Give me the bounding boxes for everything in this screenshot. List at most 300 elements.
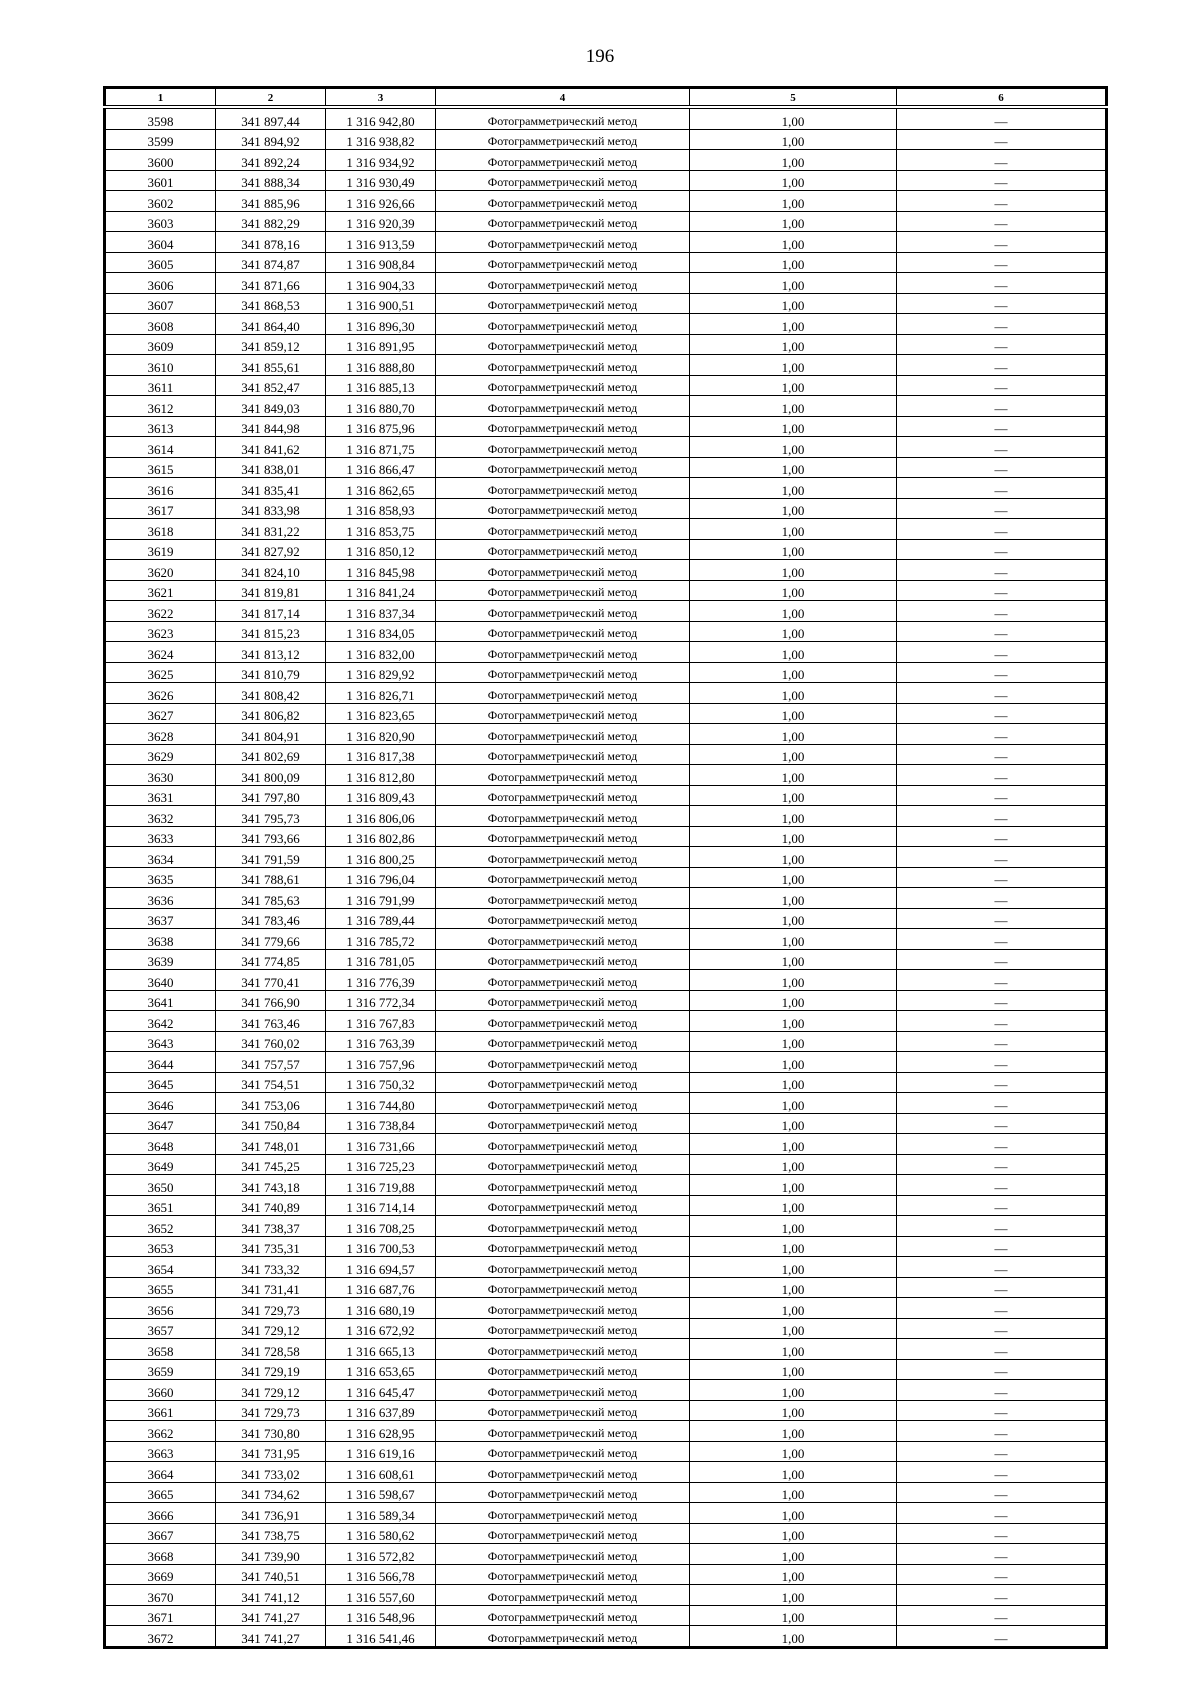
note-cell: — [897, 949, 1107, 970]
point-number-cell: 3669 [105, 1564, 216, 1585]
note-cell: — [897, 806, 1107, 827]
y-coordinate-cell: 1 316 772,34 [326, 990, 436, 1011]
y-coordinate-cell: 1 316 913,59 [326, 232, 436, 253]
method-cell: Фотограмметрический метод [436, 1031, 690, 1052]
y-coordinate-cell: 1 316 687,76 [326, 1277, 436, 1298]
x-coordinate-cell: 341 802,69 [216, 744, 326, 765]
method-cell: Фотограмметрический метод [436, 1134, 690, 1155]
method-cell: Фотограмметрический метод [436, 396, 690, 417]
accuracy-cell: 1,00 [690, 1011, 897, 1032]
point-number-cell: 3652 [105, 1216, 216, 1237]
table-row [105, 1359, 1107, 1380]
method-cell: Фотограмметрический метод [436, 990, 690, 1011]
point-number-cell: 3659 [105, 1359, 216, 1380]
x-coordinate-cell: 341 779,66 [216, 929, 326, 950]
x-coordinate-cell: 341 894,92 [216, 129, 326, 150]
table-row [105, 252, 1107, 273]
point-number-cell: 3611 [105, 375, 216, 396]
accuracy-cell: 1,00 [690, 1585, 897, 1606]
y-coordinate-cell: 1 316 645,47 [326, 1380, 436, 1401]
note-cell: — [897, 1195, 1107, 1216]
x-coordinate-cell: 341 729,73 [216, 1298, 326, 1319]
accuracy-cell: 1,00 [690, 416, 897, 437]
table-row [105, 621, 1107, 642]
table-row [105, 744, 1107, 765]
x-coordinate-cell: 341 743,18 [216, 1175, 326, 1196]
method-cell: Фотограмметрический метод [436, 1072, 690, 1093]
accuracy-cell: 1,00 [690, 1175, 897, 1196]
accuracy-cell: 1,00 [690, 1421, 897, 1442]
note-cell: — [897, 683, 1107, 704]
y-coordinate-cell: 1 316 829,92 [326, 662, 436, 683]
note-cell: — [897, 437, 1107, 458]
accuracy-cell: 1,00 [690, 1277, 897, 1298]
note-cell: — [897, 1318, 1107, 1339]
method-cell: Фотограмметрический метод [436, 1298, 690, 1319]
note-cell: — [897, 478, 1107, 499]
y-coordinate-cell: 1 316 908,84 [326, 252, 436, 273]
point-number-cell: 3618 [105, 519, 216, 540]
x-coordinate-cell: 341 785,63 [216, 888, 326, 909]
y-coordinate-cell: 1 316 763,39 [326, 1031, 436, 1052]
point-number-cell: 3608 [105, 314, 216, 335]
method-cell: Фотограмметрический метод [436, 170, 690, 191]
x-coordinate-cell: 341 838,01 [216, 457, 326, 478]
note-cell: — [897, 1626, 1107, 1648]
method-cell: Фотограмметрический метод [436, 1585, 690, 1606]
table-row [105, 293, 1107, 314]
accuracy-cell: 1,00 [690, 211, 897, 232]
x-coordinate-cell: 341 770,41 [216, 970, 326, 991]
point-number-cell: 3624 [105, 642, 216, 663]
method-cell: Фотограмметрический метод [436, 847, 690, 868]
y-coordinate-cell: 1 316 926,66 [326, 191, 436, 212]
point-number-cell: 3606 [105, 273, 216, 294]
table-row [105, 826, 1107, 847]
table-row [105, 1564, 1107, 1585]
method-cell: Фотограмметрический метод [436, 1195, 690, 1216]
accuracy-cell: 1,00 [690, 170, 897, 191]
note-cell: — [897, 724, 1107, 745]
point-number-cell: 3626 [105, 683, 216, 704]
accuracy-cell: 1,00 [690, 662, 897, 683]
x-coordinate-cell: 341 735,31 [216, 1236, 326, 1257]
note-cell: — [897, 232, 1107, 253]
method-cell: Фотограмметрический метод [436, 416, 690, 437]
point-number-cell: 3638 [105, 929, 216, 950]
point-number-cell: 3648 [105, 1134, 216, 1155]
table-row [105, 1195, 1107, 1216]
table-row [105, 683, 1107, 704]
y-coordinate-cell: 1 316 866,47 [326, 457, 436, 478]
method-cell: Фотограмметрический метод [436, 703, 690, 724]
y-coordinate-cell: 1 316 858,93 [326, 498, 436, 519]
table-row [105, 929, 1107, 950]
note-cell: — [897, 150, 1107, 171]
accuracy-cell: 1,00 [690, 1052, 897, 1073]
x-coordinate-cell: 341 763,46 [216, 1011, 326, 1032]
table-row [105, 355, 1107, 376]
table-row [105, 1072, 1107, 1093]
table-row [105, 1257, 1107, 1278]
x-coordinate-cell: 341 729,12 [216, 1380, 326, 1401]
y-coordinate-cell: 1 316 850,12 [326, 539, 436, 560]
table-row [105, 191, 1107, 212]
y-coordinate-cell: 1 316 812,80 [326, 765, 436, 786]
accuracy-cell: 1,00 [690, 683, 897, 704]
point-number-cell: 3629 [105, 744, 216, 765]
y-coordinate-cell: 1 316 653,65 [326, 1359, 436, 1380]
accuracy-cell: 1,00 [690, 990, 897, 1011]
accuracy-cell: 1,00 [690, 1318, 897, 1339]
x-coordinate-cell: 341 819,81 [216, 580, 326, 601]
table-row [105, 888, 1107, 909]
note-cell: — [897, 1585, 1107, 1606]
method-cell: Фотограмметрический метод [436, 293, 690, 314]
point-number-cell: 3644 [105, 1052, 216, 1073]
method-cell: Фотограмметрический метод [436, 273, 690, 294]
y-coordinate-cell: 1 316 672,92 [326, 1318, 436, 1339]
table-row [105, 457, 1107, 478]
method-cell: Фотограмметрический метод [436, 232, 690, 253]
method-cell: Фотограмметрический метод [436, 1277, 690, 1298]
note-cell: — [897, 396, 1107, 417]
y-coordinate-cell: 1 316 802,86 [326, 826, 436, 847]
method-cell: Фотограмметрический метод [436, 970, 690, 991]
accuracy-cell: 1,00 [690, 560, 897, 581]
x-coordinate-cell: 341 760,02 [216, 1031, 326, 1052]
method-cell: Фотограмметрический метод [436, 539, 690, 560]
method-cell: Фотограмметрический метод [436, 519, 690, 540]
table-row [105, 1585, 1107, 1606]
point-number-cell: 3649 [105, 1154, 216, 1175]
note-cell: — [897, 1482, 1107, 1503]
y-coordinate-cell: 1 316 837,34 [326, 601, 436, 622]
x-coordinate-cell: 341 864,40 [216, 314, 326, 335]
note-cell: — [897, 621, 1107, 642]
table-row [105, 847, 1107, 868]
accuracy-cell: 1,00 [690, 826, 897, 847]
note-cell: — [897, 560, 1107, 581]
table-row [105, 990, 1107, 1011]
x-coordinate-cell: 341 733,02 [216, 1462, 326, 1483]
table-row [105, 1154, 1107, 1175]
x-coordinate-cell: 341 733,32 [216, 1257, 326, 1278]
y-coordinate-cell: 1 316 880,70 [326, 396, 436, 417]
method-cell: Фотограмметрический метод [436, 785, 690, 806]
method-cell: Фотограмметрический метод [436, 1564, 690, 1585]
x-coordinate-cell: 341 813,12 [216, 642, 326, 663]
point-number-cell: 3605 [105, 252, 216, 273]
method-cell: Фотограмметрический метод [436, 1113, 690, 1134]
note-cell: — [897, 1400, 1107, 1421]
note-cell: — [897, 334, 1107, 355]
note-cell: — [897, 580, 1107, 601]
note-cell: — [897, 1154, 1107, 1175]
table-row [105, 416, 1107, 437]
y-coordinate-cell: 1 316 789,44 [326, 908, 436, 929]
y-coordinate-cell: 1 316 744,80 [326, 1093, 436, 1114]
accuracy-cell: 1,00 [690, 1257, 897, 1278]
note-cell: — [897, 601, 1107, 622]
accuracy-cell: 1,00 [690, 1154, 897, 1175]
note-cell: — [897, 1380, 1107, 1401]
x-coordinate-cell: 341 783,46 [216, 908, 326, 929]
x-coordinate-cell: 341 804,91 [216, 724, 326, 745]
method-cell: Фотограмметрический метод [436, 1236, 690, 1257]
point-number-cell: 3657 [105, 1318, 216, 1339]
table-header [105, 88, 1107, 108]
table-row [105, 334, 1107, 355]
note-cell: — [897, 990, 1107, 1011]
point-number-cell: 3613 [105, 416, 216, 437]
y-coordinate-cell: 1 316 891,95 [326, 334, 436, 355]
y-coordinate-cell: 1 316 665,13 [326, 1339, 436, 1360]
table-row [105, 765, 1107, 786]
point-number-cell: 3631 [105, 785, 216, 806]
y-coordinate-cell: 1 316 875,96 [326, 416, 436, 437]
x-coordinate-cell: 341 897,44 [216, 107, 326, 129]
column-header-1: 1 [105, 88, 216, 108]
method-cell: Фотограмметрический метод [436, 826, 690, 847]
method-cell: Фотограмметрический метод [436, 560, 690, 581]
point-number-cell: 3620 [105, 560, 216, 581]
accuracy-cell: 1,00 [690, 1195, 897, 1216]
accuracy-cell: 1,00 [690, 273, 897, 294]
table-row [105, 1052, 1107, 1073]
accuracy-cell: 1,00 [690, 765, 897, 786]
point-number-cell: 3668 [105, 1544, 216, 1565]
y-coordinate-cell: 1 316 885,13 [326, 375, 436, 396]
note-cell: — [897, 1011, 1107, 1032]
x-coordinate-cell: 341 736,91 [216, 1503, 326, 1524]
x-coordinate-cell: 341 868,53 [216, 293, 326, 314]
note-cell: — [897, 129, 1107, 150]
accuracy-cell: 1,00 [690, 703, 897, 724]
note-cell: — [897, 211, 1107, 232]
accuracy-cell: 1,00 [690, 785, 897, 806]
accuracy-cell: 1,00 [690, 375, 897, 396]
method-cell: Фотограмметрический метод [436, 1175, 690, 1196]
method-cell: Фотограмметрический метод [436, 355, 690, 376]
note-cell: — [897, 642, 1107, 663]
accuracy-cell: 1,00 [690, 519, 897, 540]
table-row [105, 1031, 1107, 1052]
y-coordinate-cell: 1 316 791,99 [326, 888, 436, 909]
accuracy-cell: 1,00 [690, 252, 897, 273]
y-coordinate-cell: 1 316 938,82 [326, 129, 436, 150]
method-cell: Фотограмметрический метод [436, 1257, 690, 1278]
point-number-cell: 3660 [105, 1380, 216, 1401]
table-row [105, 1236, 1107, 1257]
x-coordinate-cell: 341 728,58 [216, 1339, 326, 1360]
point-number-cell: 3627 [105, 703, 216, 724]
y-coordinate-cell: 1 316 817,38 [326, 744, 436, 765]
accuracy-cell: 1,00 [690, 1031, 897, 1052]
point-number-cell: 3647 [105, 1113, 216, 1134]
point-number-cell: 3654 [105, 1257, 216, 1278]
point-number-cell: 3656 [105, 1298, 216, 1319]
table-row [105, 1482, 1107, 1503]
y-coordinate-cell: 1 316 731,66 [326, 1134, 436, 1155]
point-number-cell: 3603 [105, 211, 216, 232]
table-row [105, 1380, 1107, 1401]
y-coordinate-cell: 1 316 608,61 [326, 1462, 436, 1483]
table-row [105, 1421, 1107, 1442]
y-coordinate-cell: 1 316 781,05 [326, 949, 436, 970]
table-row [105, 129, 1107, 150]
y-coordinate-cell: 1 316 800,25 [326, 847, 436, 868]
coordinates-table-wrapper [103, 86, 1105, 1649]
y-coordinate-cell: 1 316 619,16 [326, 1441, 436, 1462]
x-coordinate-cell: 341 757,57 [216, 1052, 326, 1073]
point-number-cell: 3663 [105, 1441, 216, 1462]
accuracy-cell: 1,00 [690, 1359, 897, 1380]
y-coordinate-cell: 1 316 841,24 [326, 580, 436, 601]
note-cell: — [897, 1216, 1107, 1237]
point-number-cell: 3625 [105, 662, 216, 683]
point-number-cell: 3641 [105, 990, 216, 1011]
y-coordinate-cell: 1 316 809,43 [326, 785, 436, 806]
point-number-cell: 3598 [105, 107, 216, 129]
y-coordinate-cell: 1 316 557,60 [326, 1585, 436, 1606]
note-cell: — [897, 107, 1107, 129]
method-cell: Фотограмметрический метод [436, 1400, 690, 1421]
y-coordinate-cell: 1 316 680,19 [326, 1298, 436, 1319]
point-number-cell: 3655 [105, 1277, 216, 1298]
method-cell: Фотограмметрический метод [436, 1339, 690, 1360]
accuracy-cell: 1,00 [690, 150, 897, 171]
point-number-cell: 3604 [105, 232, 216, 253]
y-coordinate-cell: 1 316 580,62 [326, 1523, 436, 1544]
x-coordinate-cell: 341 800,09 [216, 765, 326, 786]
note-cell: — [897, 1031, 1107, 1052]
point-number-cell: 3607 [105, 293, 216, 314]
note-cell: — [897, 1605, 1107, 1626]
point-number-cell: 3634 [105, 847, 216, 868]
point-number-cell: 3630 [105, 765, 216, 786]
y-coordinate-cell: 1 316 776,39 [326, 970, 436, 991]
x-coordinate-cell: 341 859,12 [216, 334, 326, 355]
y-coordinate-cell: 1 316 832,00 [326, 642, 436, 663]
note-cell: — [897, 519, 1107, 540]
table-row [105, 396, 1107, 417]
point-number-cell: 3661 [105, 1400, 216, 1421]
y-coordinate-cell: 1 316 637,89 [326, 1400, 436, 1421]
note-cell: — [897, 908, 1107, 929]
y-coordinate-cell: 1 316 930,49 [326, 170, 436, 191]
y-coordinate-cell: 1 316 896,30 [326, 314, 436, 335]
note-cell: — [897, 970, 1107, 991]
accuracy-cell: 1,00 [690, 1113, 897, 1134]
note-cell: — [897, 867, 1107, 888]
accuracy-cell: 1,00 [690, 1626, 897, 1648]
table-row [105, 867, 1107, 888]
table-row [105, 1605, 1107, 1626]
table-row [105, 232, 1107, 253]
accuracy-cell: 1,00 [690, 908, 897, 929]
y-coordinate-cell: 1 316 796,04 [326, 867, 436, 888]
point-number-cell: 3671 [105, 1605, 216, 1626]
accuracy-cell: 1,00 [690, 1482, 897, 1503]
method-cell: Фотограмметрический метод [436, 191, 690, 212]
note-cell: — [897, 1503, 1107, 1524]
note-cell: — [897, 273, 1107, 294]
table-row [105, 273, 1107, 294]
accuracy-cell: 1,00 [690, 642, 897, 663]
y-coordinate-cell: 1 316 862,65 [326, 478, 436, 499]
method-cell: Фотограмметрический метод [436, 150, 690, 171]
table-row [105, 314, 1107, 335]
note-cell: — [897, 1175, 1107, 1196]
table-row [105, 1523, 1107, 1544]
accuracy-cell: 1,00 [690, 457, 897, 478]
accuracy-cell: 1,00 [690, 806, 897, 827]
x-coordinate-cell: 341 741,27 [216, 1626, 326, 1648]
point-number-cell: 3667 [105, 1523, 216, 1544]
note-cell: — [897, 252, 1107, 273]
note-cell: — [897, 1134, 1107, 1155]
y-coordinate-cell: 1 316 826,71 [326, 683, 436, 704]
note-cell: — [897, 1277, 1107, 1298]
method-cell: Фотограмметрический метод [436, 580, 690, 601]
x-coordinate-cell: 341 753,06 [216, 1093, 326, 1114]
note-cell: — [897, 1462, 1107, 1483]
x-coordinate-cell: 341 808,42 [216, 683, 326, 704]
x-coordinate-cell: 341 729,19 [216, 1359, 326, 1380]
point-number-cell: 3653 [105, 1236, 216, 1257]
point-number-cell: 3616 [105, 478, 216, 499]
table-row [105, 1503, 1107, 1524]
table-row [105, 560, 1107, 581]
method-cell: Фотограмметрический метод [436, 765, 690, 786]
x-coordinate-cell: 341 874,87 [216, 252, 326, 273]
note-cell: — [897, 1298, 1107, 1319]
method-cell: Фотограмметрический метод [436, 437, 690, 458]
note-cell: — [897, 1339, 1107, 1360]
note-cell: — [897, 1072, 1107, 1093]
x-coordinate-cell: 341 892,24 [216, 150, 326, 171]
y-coordinate-cell: 1 316 904,33 [326, 273, 436, 294]
x-coordinate-cell: 341 741,27 [216, 1605, 326, 1626]
x-coordinate-cell: 341 815,23 [216, 621, 326, 642]
x-coordinate-cell: 341 797,80 [216, 785, 326, 806]
method-cell: Фотограмметрический метод [436, 908, 690, 929]
point-number-cell: 3646 [105, 1093, 216, 1114]
point-number-cell: 3636 [105, 888, 216, 909]
x-coordinate-cell: 341 827,92 [216, 539, 326, 560]
note-cell: — [897, 1093, 1107, 1114]
method-cell: Фотограмметрический метод [436, 1544, 690, 1565]
y-coordinate-cell: 1 316 719,88 [326, 1175, 436, 1196]
accuracy-cell: 1,00 [690, 621, 897, 642]
method-cell: Фотограмметрический метод [436, 601, 690, 622]
x-coordinate-cell: 341 831,22 [216, 519, 326, 540]
method-cell: Фотограмметрический метод [436, 1523, 690, 1544]
point-number-cell: 3623 [105, 621, 216, 642]
table-row [105, 1093, 1107, 1114]
x-coordinate-cell: 341 841,62 [216, 437, 326, 458]
note-cell: — [897, 314, 1107, 335]
table-row [105, 1400, 1107, 1421]
table-row [105, 211, 1107, 232]
accuracy-cell: 1,00 [690, 580, 897, 601]
point-number-cell: 3662 [105, 1421, 216, 1442]
note-cell: — [897, 826, 1107, 847]
accuracy-cell: 1,00 [690, 1380, 897, 1401]
note-cell: — [897, 498, 1107, 519]
method-cell: Фотограмметрический метод [436, 806, 690, 827]
